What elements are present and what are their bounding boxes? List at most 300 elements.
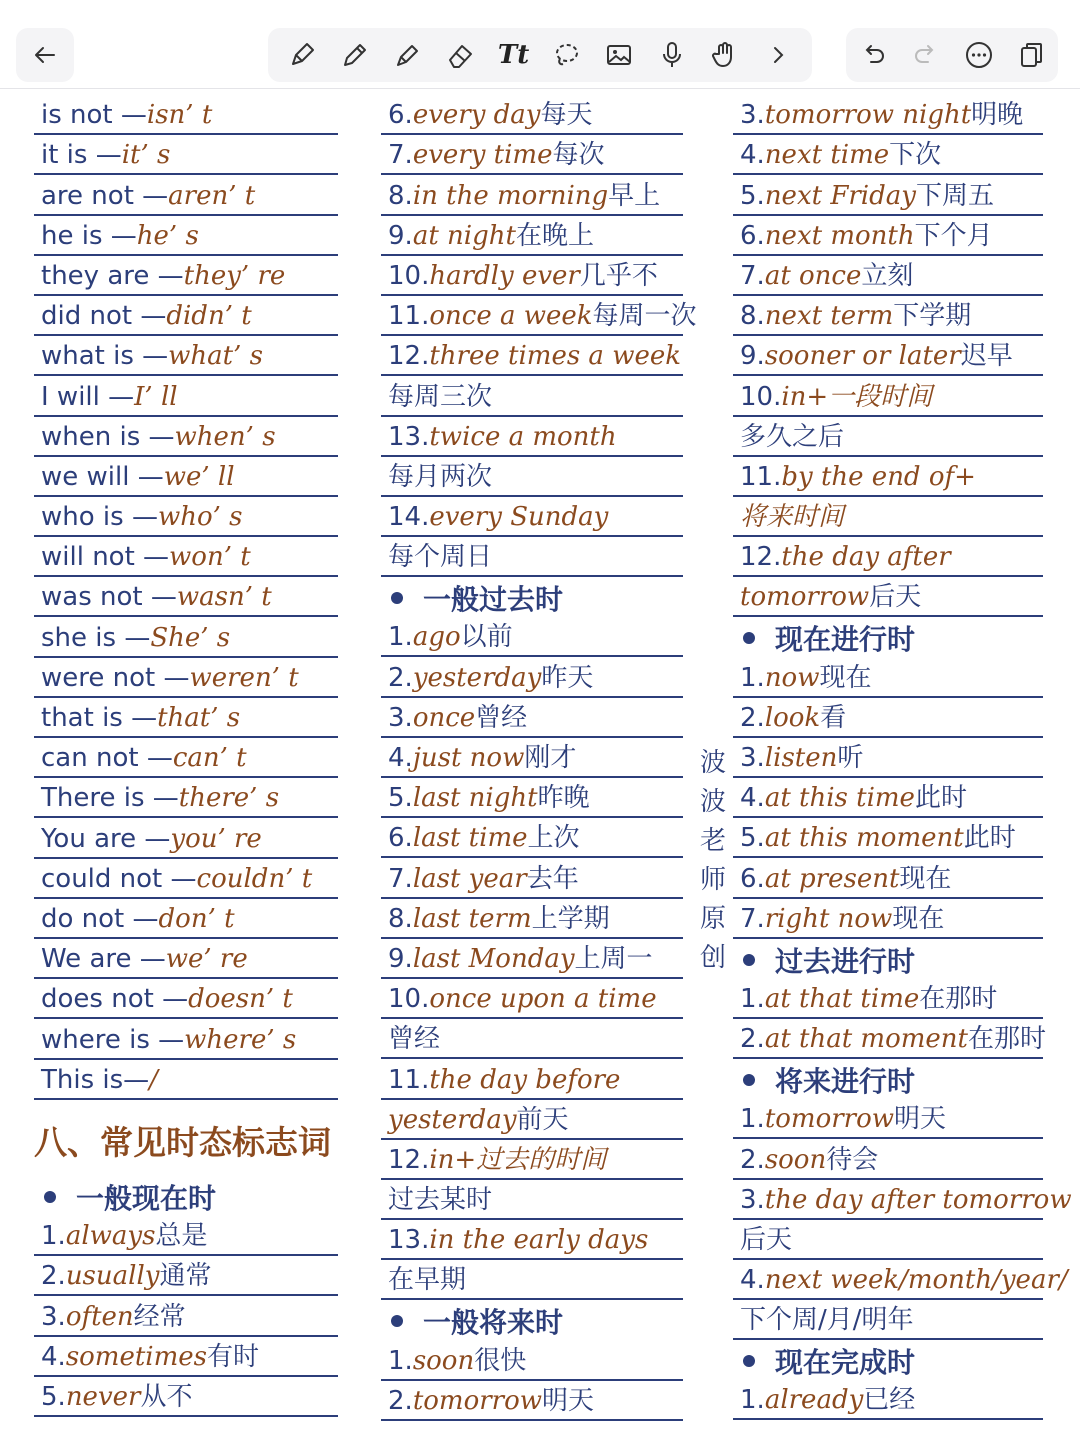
full-form: he is —: [41, 220, 137, 251]
chinese-meaning: 刚才: [524, 743, 577, 773]
english-phrase: every day: [412, 100, 541, 131]
chinese-meaning: 在早期: [388, 1265, 467, 1296]
tense-heading-text: 一般过去时: [423, 583, 564, 617]
vocab-row: [733, 217, 1043, 256]
full-form: we will —: [41, 461, 164, 492]
english-phrase: just now: [412, 743, 525, 773]
full-form: do not —: [41, 903, 159, 934]
english-phrase: yesterday: [388, 1104, 517, 1135]
english-phrase: in+一段时间: [781, 381, 933, 412]
item-number: 4.: [740, 1265, 765, 1296]
english-phrase: hardly ever: [429, 260, 580, 291]
pages-icon[interactable]: [1014, 37, 1050, 73]
vocab-row: [34, 96, 338, 135]
full-form: they are —: [41, 260, 184, 291]
arrow-left-icon[interactable]: [27, 37, 63, 73]
chinese-meaning: 很快: [474, 1345, 527, 1376]
vocab-row: [733, 136, 1043, 175]
full-form: can not —: [41, 743, 173, 774]
vocab-row: [381, 940, 683, 979]
english-phrase: at present: [764, 863, 900, 894]
english-phrase: last time: [412, 823, 528, 854]
vocab-row: [733, 578, 1043, 617]
chinese-meaning: 每周一次: [592, 301, 697, 332]
vocab-row: [381, 819, 683, 858]
english-phrase: every time: [412, 140, 553, 171]
full-form: did not —: [41, 301, 167, 332]
english-phrase: three times a week: [429, 341, 681, 372]
english-phrase: next week/month/year/: [764, 1265, 1068, 1296]
chinese-meaning: 下个周/月/明年: [740, 1305, 914, 1336]
bullet-dot: [743, 1074, 755, 1086]
english-phrase: last year: [412, 863, 527, 894]
english-phrase: usually: [65, 1261, 160, 1292]
english-phrase: look: [764, 702, 821, 733]
item-number: 7.: [388, 863, 413, 894]
english-phrase: every Sunday: [429, 502, 609, 533]
lasso-icon[interactable]: [548, 37, 584, 73]
english-phrase: in+过去的时间: [429, 1144, 607, 1175]
mic-icon[interactable]: [654, 37, 690, 73]
english-phrase: once upon a time: [429, 984, 657, 1015]
vocab-row: [34, 1378, 338, 1417]
watermark-char: 原: [699, 904, 726, 934]
item-number: 6.: [740, 220, 765, 251]
vocab-row: [34, 377, 338, 416]
chinese-meaning: 看: [820, 702, 847, 733]
vocab-row: [34, 136, 338, 175]
hand-icon[interactable]: [707, 37, 743, 73]
english-phrase: in the early days: [429, 1225, 649, 1256]
item-number: 3.: [388, 702, 413, 733]
english-phrase: at that moment: [764, 1024, 968, 1055]
vocab-row: [381, 176, 683, 215]
english-phrase: we’ re: [165, 944, 248, 975]
english-phrase: I’ ll: [134, 381, 178, 412]
english-phrase: at this moment: [764, 823, 964, 854]
author-watermark: [696, 744, 730, 978]
vocab-row: [381, 1382, 683, 1421]
vocab-row: [733, 658, 1043, 697]
english-phrase: soon: [412, 1345, 475, 1376]
english-phrase: it’ s: [121, 140, 171, 171]
tense-heading: [381, 1301, 683, 1341]
item-number: 11.: [740, 461, 782, 492]
chinese-meaning: 现在: [899, 863, 952, 894]
undo-icon[interactable]: [855, 37, 891, 73]
full-form: what is —: [41, 341, 169, 372]
english-phrase: right now: [764, 903, 893, 934]
english-phrase: soon: [764, 1144, 827, 1175]
vocab-row: [34, 257, 338, 296]
vocab-row: [34, 860, 338, 899]
vocab-row: [381, 1181, 683, 1220]
english-phrase: in the morning: [412, 180, 609, 211]
full-form: does not —: [41, 984, 189, 1015]
english-phrase: never: [65, 1381, 141, 1412]
english-phrase: the day before: [429, 1064, 621, 1095]
vocab-row: [733, 779, 1043, 818]
item-number: 2.: [388, 662, 413, 693]
vocab-row: [34, 1061, 338, 1100]
marker-icon[interactable]: [390, 37, 426, 73]
vocab-row: [34, 1020, 338, 1059]
full-form: are not —: [41, 180, 169, 211]
english-phrase: can’ t: [172, 743, 247, 774]
item-number: 7.: [740, 903, 765, 934]
full-form: could not —: [41, 863, 197, 894]
item-number: 1.: [740, 1385, 765, 1416]
english-phrase: by the end of+: [781, 461, 976, 492]
vocab-row: [381, 136, 683, 175]
vocab-row: [381, 217, 683, 256]
vocab-row: [733, 980, 1043, 1019]
full-form: when is —: [41, 421, 175, 452]
vocab-row: [34, 659, 338, 698]
full-form: You are —: [41, 823, 171, 854]
chinese-meaning: 在晚上: [515, 220, 594, 251]
vocab-row: [381, 658, 683, 697]
vocab-row: [733, 900, 1043, 939]
vocab-row: [34, 337, 338, 376]
english-phrase: She’ s: [150, 622, 231, 653]
english-phrase: always: [65, 1221, 156, 1252]
english-phrase: yesterday: [412, 662, 542, 693]
chinese-meaning: 上周一: [574, 943, 653, 974]
bullet-dot: [743, 954, 755, 966]
item-number: 10.: [388, 260, 430, 291]
chinese-meaning: 下个月: [914, 220, 993, 251]
chinese-meaning: 昨晚: [537, 783, 590, 814]
pen-icon[interactable]: [284, 37, 320, 73]
chinese-meaning: 下次: [889, 140, 942, 171]
item-number: 1.: [740, 662, 765, 693]
vocab-row: [733, 1301, 1043, 1340]
item-number: 1.: [740, 983, 765, 1014]
chinese-meaning: 此时: [963, 823, 1016, 854]
tense-heading-text: 过去进行时: [775, 944, 916, 978]
vocab-row: [733, 1221, 1043, 1260]
pencil-icon[interactable]: [337, 37, 373, 73]
english-phrase: listen: [764, 743, 838, 773]
item-number: 1.: [388, 622, 413, 653]
chinese-meaning: 过去某时: [388, 1185, 493, 1216]
tense-heading: [381, 578, 683, 618]
time-markers-column-2: [381, 96, 697, 1422]
chinese-meaning: 昨天: [541, 662, 594, 693]
english-phrase: we’ ll: [163, 461, 235, 492]
chinese-meaning: 待会: [826, 1144, 879, 1175]
english-phrase: the day after: [781, 542, 951, 573]
item-number: 2.: [41, 1261, 66, 1292]
vocab-row: [733, 297, 1043, 336]
vocab-row: [733, 819, 1043, 858]
english-phrase: ago: [412, 622, 461, 653]
full-form: I will —: [41, 381, 135, 412]
vocab-row: [381, 618, 683, 657]
english-phrase: they’ re: [183, 260, 286, 291]
vocab-row: [381, 337, 683, 376]
english-phrase: /: [149, 1064, 158, 1095]
chinese-meaning: 以前: [460, 622, 513, 653]
chinese-meaning: 多久之后: [740, 421, 845, 452]
english-phrase: now: [764, 662, 820, 693]
item-number: 9.: [388, 943, 413, 974]
item-number: 9.: [740, 341, 765, 372]
vocab-row: [733, 1140, 1043, 1179]
chinese-meaning: 曾经: [388, 1024, 441, 1055]
english-phrase: wasn’ t: [176, 582, 272, 613]
full-form: it is —: [41, 140, 122, 171]
chinese-meaning: 现在: [819, 662, 872, 693]
tense-heading: [34, 1177, 338, 1217]
vocab-row: [733, 257, 1043, 296]
chinese-meaning: 每个周日: [388, 542, 493, 573]
english-phrase: tomorrow: [764, 1104, 894, 1135]
full-form: There is —: [41, 783, 179, 814]
chinese-meaning: 每月两次: [388, 461, 493, 492]
chinese-meaning: 上次: [527, 823, 580, 854]
english-phrase: next time: [764, 140, 890, 171]
bullet-dot: [391, 592, 403, 604]
vocab-row: [34, 779, 338, 818]
vocab-row: [34, 498, 338, 537]
vocab-row: [381, 980, 683, 1019]
full-form: who is —: [41, 502, 158, 533]
vocab-row: [381, 538, 683, 577]
item-number: 2.: [740, 702, 765, 733]
chinese-meaning: 迟早: [960, 341, 1013, 372]
vocab-row: [733, 498, 1043, 537]
chinese-meaning: 通常: [159, 1261, 212, 1292]
vocab-row: [381, 1020, 683, 1059]
vocab-row: [34, 618, 338, 657]
vocab-row: [34, 418, 338, 457]
english-phrase: last night: [412, 783, 538, 814]
item-number: 10.: [388, 984, 430, 1015]
english-phrase: last term: [412, 903, 532, 934]
tense-heading-text: 现在进行时: [775, 623, 916, 657]
item-number: 11.: [388, 301, 430, 332]
item-number: 6.: [740, 863, 765, 894]
bullet-dot: [391, 1315, 403, 1327]
english-phrase: won’ t: [169, 542, 251, 573]
vocab-row: [34, 739, 338, 778]
vocab-row: [381, 699, 683, 738]
full-form: she is —: [41, 622, 151, 653]
english-phrase: where’ s: [184, 1024, 297, 1055]
vocab-row: [733, 458, 1043, 497]
item-number: 12.: [740, 542, 782, 573]
bullet-dot: [743, 632, 755, 644]
chinese-meaning: 有时: [207, 1341, 260, 1372]
vocab-row: [34, 699, 338, 738]
vocab-row: [733, 1261, 1068, 1300]
watermark-char: 老: [699, 826, 726, 856]
chinese-meaning: 经常: [133, 1301, 186, 1332]
bullet-dot: [743, 1355, 755, 1367]
chinese-meaning: 明晚: [971, 100, 1024, 131]
item-number: 7.: [388, 140, 413, 171]
english-phrase: at once: [764, 260, 862, 291]
tense-heading: [733, 1341, 1043, 1381]
watermark-char: 创: [699, 943, 726, 973]
chinese-meaning: 去年: [526, 863, 579, 894]
vocab-row: [34, 578, 338, 617]
item-number: 3.: [740, 743, 765, 773]
english-phrase: at that time: [764, 983, 920, 1014]
chinese-meaning: 立刻: [861, 260, 914, 291]
chinese-meaning: 每次: [552, 140, 605, 171]
chinese-meaning: 后天: [740, 1224, 793, 1255]
full-form: where is —: [41, 1024, 185, 1055]
english-phrase: at this time: [764, 783, 915, 814]
tense-heading: [733, 1060, 1043, 1100]
item-number: 12.: [388, 341, 430, 372]
item-number: 5.: [41, 1381, 66, 1412]
time-markers-column-3: [733, 96, 1072, 1421]
item-number: 12.: [388, 1144, 430, 1175]
vocab-row: [34, 1338, 338, 1377]
chevron-right-icon[interactable]: [760, 37, 796, 73]
vocab-row: [733, 859, 1043, 898]
chinese-meaning: 每天: [540, 100, 593, 131]
english-phrase: next month: [764, 220, 915, 251]
eraser-icon[interactable]: [443, 37, 479, 73]
english-phrase: isn’ t: [146, 100, 213, 131]
chinese-meaning: 已经: [863, 1385, 916, 1416]
item-number: 11.: [388, 1064, 430, 1095]
chinese-meaning: 上学期: [531, 903, 610, 934]
item-number: 4.: [740, 783, 765, 814]
vocab-row: [34, 176, 338, 215]
english-phrase: didn’ t: [166, 301, 252, 332]
english-phrase: sometimes: [65, 1341, 207, 1372]
english-phrase: the day after tomorrow: [764, 1184, 1072, 1215]
vocab-row: [34, 1297, 338, 1336]
english-phrase: don’ t: [158, 903, 235, 934]
chinese-meaning: 听: [837, 743, 864, 773]
vocab-row: [381, 859, 683, 898]
vocab-row: [34, 900, 338, 939]
chinese-meaning: 早上: [608, 180, 661, 211]
vocab-row: [381, 458, 683, 497]
vocab-row: [34, 538, 338, 577]
chinese-meaning: 此时: [914, 783, 967, 814]
chinese-meaning: 前天: [516, 1104, 569, 1135]
english-phrase: sooner or later: [764, 341, 961, 372]
item-number: 1.: [41, 1221, 66, 1252]
item-number: 10.: [740, 381, 782, 412]
english-phrase: 将来时间: [740, 502, 845, 533]
vocab-row: [34, 980, 338, 1019]
item-number: 2.: [740, 1024, 765, 1055]
full-form: was not —: [41, 582, 177, 613]
item-number: 9.: [388, 220, 413, 251]
vocab-row: [733, 96, 1043, 135]
english-phrase: tomorrow night: [764, 100, 972, 131]
present-simple-list: [34, 1177, 338, 1418]
vocab-row: [381, 498, 683, 537]
item-number: 4.: [41, 1341, 66, 1372]
item-number: 7.: [740, 260, 765, 291]
tense-heading-text: 现在完成时: [775, 1346, 916, 1380]
english-phrase: aren’ t: [168, 180, 256, 211]
english-phrase: already: [764, 1385, 864, 1416]
back-group: [16, 28, 74, 82]
english-phrase: at night: [412, 220, 516, 251]
english-phrase: once: [412, 702, 476, 733]
redo-icon[interactable]: [908, 37, 944, 73]
english-phrase: you’ re: [170, 823, 262, 854]
vocab-row: [381, 1341, 683, 1380]
english-phrase: next term: [764, 301, 894, 332]
vocab-row: [381, 739, 683, 778]
english-phrase: twice a month: [429, 421, 617, 452]
vocab-row: [381, 779, 683, 818]
item-number: 6.: [388, 100, 413, 131]
chinese-meaning: 下周五: [915, 180, 994, 211]
chinese-meaning: 明天: [542, 1385, 595, 1416]
chinese-meaning: 总是: [155, 1221, 208, 1252]
right-group: [846, 28, 1058, 82]
contractions-column: [34, 96, 338, 1101]
section-title: 八、常见时态标志词: [34, 1123, 331, 1162]
english-phrase: often: [65, 1301, 134, 1332]
chinese-meaning: 曾经: [475, 702, 528, 733]
full-form: were not —: [41, 662, 190, 693]
item-number: 6.: [388, 823, 413, 854]
item-number: 8.: [740, 301, 765, 332]
vocab-row: [381, 1060, 683, 1099]
image-icon[interactable]: [601, 37, 637, 73]
english-phrase: there’ s: [178, 783, 280, 814]
vocab-row: [733, 1100, 1043, 1139]
vocab-row: [733, 337, 1043, 376]
item-number: 3.: [740, 1184, 765, 1215]
item-number: 2.: [388, 1385, 413, 1416]
vocab-row: [381, 1141, 683, 1180]
chinese-meaning: 在那时: [967, 1024, 1046, 1055]
more-icon[interactable]: [961, 37, 997, 73]
vocab-row: [381, 1221, 683, 1260]
vocab-row: [733, 1181, 1072, 1220]
vocab-row: [381, 377, 683, 416]
vocab-row: [381, 96, 683, 135]
english-phrase: who’ s: [157, 502, 243, 533]
vocab-row: [733, 538, 1043, 577]
bullet-dot: [44, 1191, 56, 1203]
chinese-meaning: 从不: [140, 1381, 193, 1412]
vocab-row: [381, 297, 697, 336]
vocab-row: [34, 819, 338, 858]
vocab-row: [733, 739, 1043, 778]
chinese-meaning: 后天: [869, 582, 922, 613]
item-number: 2.: [740, 1144, 765, 1175]
vocab-row: [733, 377, 1043, 416]
english-phrase: couldn’ t: [196, 863, 313, 894]
item-number: 5.: [740, 180, 765, 211]
item-number: 5.: [740, 823, 765, 854]
tense-heading: [733, 940, 1043, 980]
item-number: 4.: [740, 140, 765, 171]
vocab-row: [733, 1020, 1046, 1059]
chinese-meaning: 现在: [892, 903, 945, 934]
item-number: 13.: [388, 1225, 430, 1256]
text-tool-icon[interactable]: Tt: [497, 40, 530, 70]
english-phrase: weren’ t: [189, 662, 299, 693]
english-phrase: tomorrow: [740, 582, 870, 613]
